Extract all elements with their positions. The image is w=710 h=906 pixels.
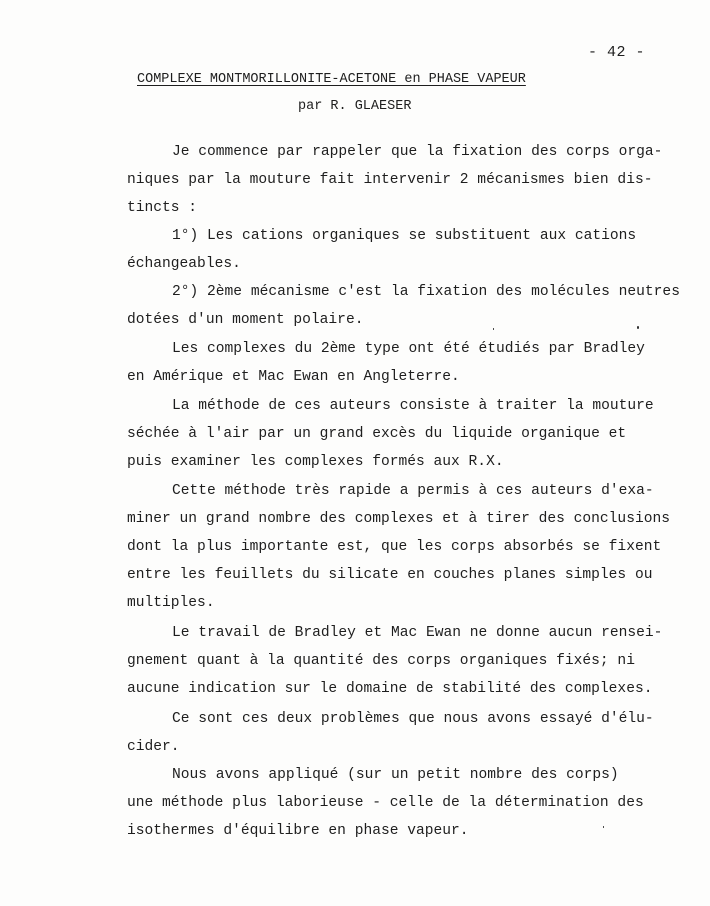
scan-speck <box>493 328 494 330</box>
text-line: La méthode de ces auteurs consiste à traiter la mouture <box>172 398 654 414</box>
text-line: puis examiner les complexes formés aux R.X. <box>127 454 504 470</box>
page-number: - 42 - <box>588 44 646 61</box>
scan-speck <box>603 826 604 828</box>
text-line: 2°) 2ème mécanisme c'est la fixation des molécules neutres <box>172 284 680 300</box>
text-line: 1°) Les cations organiques se substituent aux cations <box>172 228 637 244</box>
text-line: séchée à l'air par un grand excès du liquide organique et <box>127 426 627 442</box>
text-line: Je commence par rappeler que la fixation des corps orga- <box>172 144 663 160</box>
text-line: gnement quant à la quantité des corps organiques fixés; ni <box>127 653 635 669</box>
text-line: Ce sont ces deux problèmes que nous avons essayé d'élu- <box>172 711 654 727</box>
text-line: entre les feuillets du silicate en couches planes simples ou <box>127 567 653 583</box>
text-line: dotées d'un moment polaire. <box>127 312 364 328</box>
text-line: isothermes d'équilibre en phase vapeur. <box>127 823 469 839</box>
text-line: échangeables. <box>127 256 241 272</box>
text-line: Nous avons appliqué (sur un petit nombre des corps) <box>172 767 619 783</box>
text-line: une méthode plus laborieuse - celle de la détermination des <box>127 795 644 811</box>
text-line: multiples. <box>127 595 215 611</box>
text-line: tincts : <box>127 200 198 216</box>
text-line: Le travail de Bradley et Mac Ewan ne donne aucun rensei- <box>172 625 663 641</box>
text-line: aucune indication sur le domaine de stabilité des complexes. <box>127 681 653 697</box>
text-line: dont la plus importante est, que les corps absorbés se fixent <box>127 539 662 555</box>
text-line: cider. <box>127 739 180 755</box>
text-line: niques par la mouture fait intervenir 2 mécanismes bien dis- <box>127 172 653 188</box>
text-line: Cette méthode très rapide a permis à ces auteurs d'exa- <box>172 483 654 499</box>
scan-speck <box>637 326 639 329</box>
document-author: par R. GLAESER <box>298 99 412 114</box>
text-line: en Amérique et Mac Ewan en Angleterre. <box>127 369 460 385</box>
document-title: COMPLEXE MONTMORILLONITE-ACETONE en PHASE VAPEUR <box>137 72 526 87</box>
text-line: Les complexes du 2ème type ont été étudiés par Bradley <box>172 341 645 357</box>
text-line: miner un grand nombre des complexes et à tirer des conclusions <box>127 511 670 527</box>
